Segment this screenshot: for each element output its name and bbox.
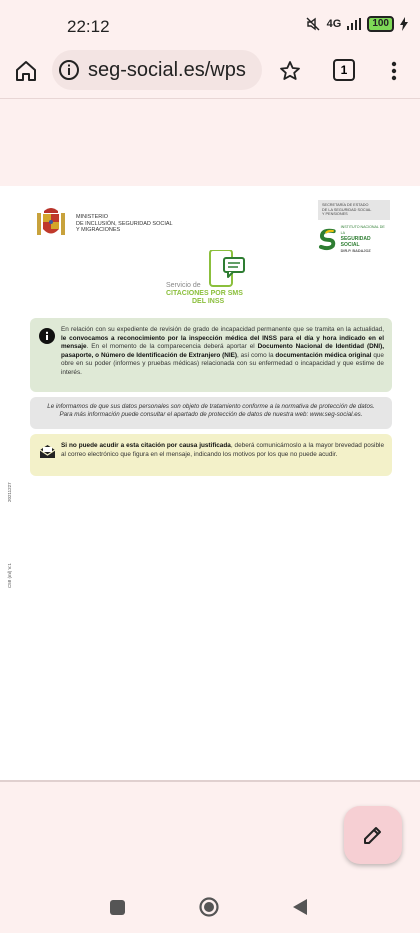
- secretaria-line: SECRETARÍA DE ESTADO: [322, 203, 369, 207]
- ministry-line: Y MIGRACIONES: [76, 227, 121, 234]
- url-text: seg-social.es/wps: [88, 58, 246, 81]
- ministry-header: [34, 205, 173, 243]
- recents-button[interactable]: [110, 900, 125, 915]
- seg-logo-line: SEGURIDAD SOCIAL: [340, 235, 371, 248]
- ministry-name: [76, 214, 173, 234]
- status-bar: [0, 0, 420, 48]
- sms-service-label: Servicio de: [166, 282, 201, 289]
- data-protection-line: Le informamos de que sus datos personales son objeto de tratamiento conforme a la normativa de protección de datos.: [47, 403, 375, 410]
- absence-bold-text: Si no puede acudir a esta citación por causa justificada: [61, 442, 231, 449]
- ministry-line: DE INCLUSIÓN, SEGURIDAD SOCIAL: [76, 220, 173, 227]
- ministry-line: MINISTERIO: [76, 214, 109, 221]
- status-icons: [305, 16, 408, 32]
- absence-notice-box: [30, 434, 392, 476]
- mute-icon: [305, 16, 321, 32]
- seg-logo-line: INSTITUTO NACIONAL DE LA: [340, 224, 385, 235]
- back-triangle-icon: [292, 898, 308, 916]
- more-vert-icon: [391, 61, 397, 81]
- info-icon: [39, 328, 55, 344]
- home-button[interactable]: [12, 57, 40, 85]
- pencil-icon: [362, 824, 384, 846]
- sms-service-logo: [166, 282, 243, 306]
- document-page: [0, 186, 420, 780]
- seguridad-social-logo: [318, 224, 390, 254]
- address-bar[interactable]: [52, 50, 262, 90]
- document-date-code: 20211227: [7, 482, 12, 502]
- browser-toolbar: [0, 48, 420, 96]
- notice-bold-text: Documento Nacional de Identidad (DNI), pasaporte, o Número de Identificación de Extranjero (NIE): [61, 343, 384, 359]
- tab-switcher-button[interactable]: 1: [333, 59, 355, 81]
- secretaria-line: DE LA SEGURIDAD SOCIAL: [322, 207, 372, 212]
- home-circle-icon: [199, 897, 219, 917]
- notice-text: En relación con su expediente de revisión de grado de incapacidad permanente que se tramita en la actualidad,: [61, 326, 384, 333]
- notice-bold-text: documentación médica original: [275, 351, 372, 359]
- notice-text: . En el momento de la comparecencia deberá aportar el: [86, 343, 258, 351]
- star-icon: [279, 60, 301, 82]
- bookmark-button[interactable]: [276, 57, 304, 85]
- spain-coat-of-arms-icon: [34, 205, 68, 243]
- secretaria-line: Y PENSIONES: [322, 212, 348, 217]
- edit-fab-button[interactable]: [344, 806, 402, 864]
- mail-icon: [39, 444, 56, 459]
- seguridad-social-text: [341, 224, 390, 254]
- status-time: 22:12: [67, 17, 110, 36]
- data-protection-line: Para más información puede consultar el apartado de protección de datos de nuestra web: www.seg-social.es.: [59, 411, 363, 418]
- system-navigation-bar: [0, 880, 420, 933]
- home-icon: [14, 59, 38, 83]
- notice-text: , así como la: [237, 351, 276, 359]
- sms-inss-label: DEL INSS: [192, 298, 225, 305]
- notice-bold-text: le convocamos a reconocimiento por la inspección médica del INSS para el día y hora indicado en el mensaje: [61, 334, 384, 351]
- absence-text: , deberá comunicárnoslo a la mayor brevedad posible al correo electrónico que figura en el mensaje, indicando los motivos por los que no puede acudir.: [61, 442, 384, 458]
- back-button[interactable]: [292, 898, 308, 916]
- site-info-icon[interactable]: [58, 59, 80, 81]
- battery-indicator: 100: [367, 16, 394, 32]
- page-background-top: [0, 98, 420, 187]
- network-type: 4G: [326, 18, 342, 30]
- appointment-notice-box: [30, 318, 392, 392]
- document-form-code: C58 (ml) V.1: [7, 563, 12, 588]
- charging-icon: [400, 17, 408, 31]
- secretaria-label: [318, 200, 390, 220]
- home-nav-button[interactable]: [199, 897, 219, 917]
- sms-title: CITACIONES POR SMS: [166, 290, 243, 297]
- seg-logo-line: DIR.P. BADAJOZ: [340, 248, 371, 253]
- signal-icon: [347, 18, 361, 30]
- menu-button[interactable]: [380, 57, 408, 85]
- notice-text: que obre en su poder (informes y pruebas médicas) relacionada con su enfermedad o incapacidad y que estime de interés.: [61, 351, 384, 376]
- seguridad-social-s-icon: [318, 227, 338, 251]
- data-protection-box: [30, 397, 392, 429]
- seguridad-social-header: [318, 200, 390, 254]
